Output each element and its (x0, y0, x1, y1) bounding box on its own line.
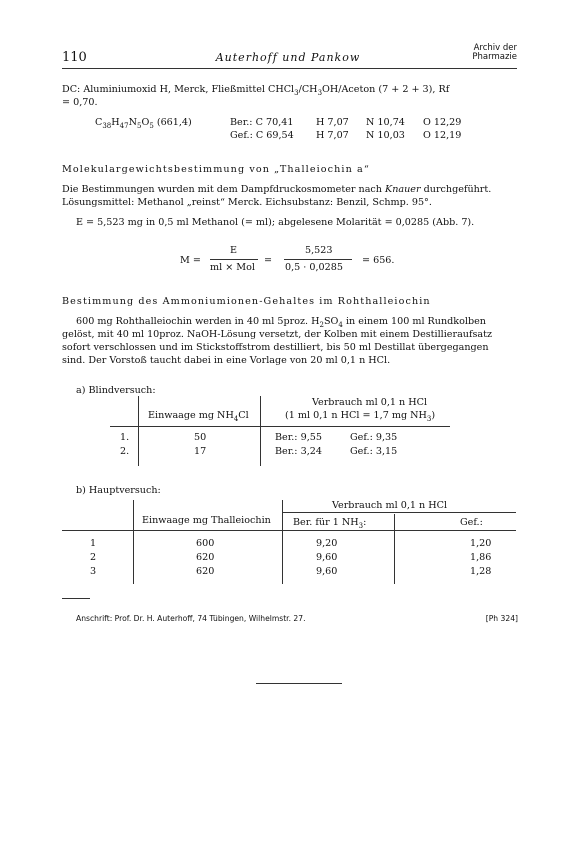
table-b-vline-3 (394, 514, 395, 584)
table-b-row3-einwaage: 620 (196, 566, 215, 577)
journal-name-line1: Archiv der (473, 43, 517, 53)
eq-fraction-bar-2 (284, 259, 352, 260)
journal-name-line2: Pharmazie (472, 52, 517, 62)
table-b-col2a-header: Ber. für 1 $NH_3$: (293, 517, 367, 530)
ber-c: Ber.: C 70,41 (230, 117, 294, 128)
table-a-col2-header-l2: (1 ml 0,1 n HCl = 1,7 mg $NH_3$) (285, 410, 436, 423)
section1-para1-line2: Lösungsmittel: Methanol „reinst“ Merck. Eichsubstanz: Benzil, Schmp. 95°. (62, 197, 432, 208)
eq-M: M = (180, 255, 201, 266)
running-title: Auterhoff und Pankow (215, 51, 361, 64)
table-b-col1-header: Einwaage mg Thalleiochin (142, 515, 271, 526)
section2-line1: 600 mg Rohthalleiochin werden in 40 ml 5proz. $H_2SO_4$ in einem 100 ml Rundkolben (76, 316, 486, 329)
molecular-formula: $C_{38}H_{47}N_5O_5$ (661,4) (95, 117, 192, 130)
table-a-row2-n: 2. (120, 446, 130, 457)
s1-text-a: Die Bestimmungen wurden mit dem Dampfdruckosmometer nach (62, 184, 382, 195)
table-a-vline-2 (260, 396, 261, 466)
table-b-row1-n: 1 (90, 538, 97, 549)
table-b-row3-ber: 9,60 (316, 566, 338, 577)
table-b-row3-n: 3 (90, 566, 97, 577)
table-a-row1-einwaage: 50 (194, 432, 207, 443)
eq-den1: ml × Mol (210, 262, 255, 273)
table-b-row3-gef: 1,28 (470, 566, 492, 577)
eq-den2: 0,5 · 0,0285 (285, 262, 343, 273)
table-b-caption: b) Hauptversuch: (76, 485, 161, 496)
section-heading-molweight: Molekulargewichtsbestimmung von „Thalleiochin a“ (62, 164, 370, 175)
ber-h: H 7,07 (316, 117, 349, 128)
dc-line-2: = 0,70. (62, 97, 98, 108)
table-b-row1-einwaage: 600 (196, 538, 215, 549)
gef-n: N 10,03 (366, 130, 405, 141)
table-a-col1-header: Einwaage mg $NH_4Cl$ (148, 410, 249, 423)
dc-text-b: /CH (298, 84, 318, 95)
table-b-row1-ber: 9,20 (316, 538, 338, 549)
table-a-header-rule (110, 426, 450, 427)
table-a-row2-gef: Gef.: 3,15 (350, 446, 398, 457)
table-b-vline-1 (133, 500, 134, 584)
section2-line3: sofort verschlossen und im Stickstoffstrom destilliert, bis 50 ml Destillat übergegangen (62, 342, 489, 353)
table-b-header-rule (62, 530, 516, 531)
footnote-rule (62, 598, 90, 599)
ber-n: N 10,74 (366, 117, 405, 128)
table-a-vline-1 (138, 396, 139, 466)
reference-code: [Ph 324] (485, 614, 518, 623)
table-b-row2-gef: 1,86 (470, 552, 492, 563)
eq-fraction-bar-1 (210, 259, 258, 260)
s1-text-b: durchgeführt. (423, 184, 492, 195)
table-b-row2-ber: 9,60 (316, 552, 338, 563)
dc-text-a: DC: Aluminiumoxid H, Merck, Fließmittel CHCl (62, 84, 295, 95)
table-a-row2-ber: Ber.: 3,24 (275, 446, 322, 457)
eq-num2: 5,523 (305, 245, 333, 256)
table-b-col2b-header: Gef.: (460, 517, 483, 528)
section2-line2: gelöst, mit 40 ml 10proz. NaOH-Lösung versetzt, der Kolben mit einem Destillieraufsatz (62, 329, 493, 340)
table-b-subheader-rule (282, 512, 516, 513)
eq-num1: E (230, 245, 238, 256)
s1-author: Knauer (385, 184, 421, 195)
table-a-row1-gef: Gef.: 9,35 (350, 432, 398, 443)
table-b-col2-header-top: Verbrauch ml 0,1 n HCl (332, 500, 448, 511)
table-a-caption: a) Blindversuch: (76, 385, 156, 396)
eq-result: = 656. (362, 255, 395, 266)
dc-line-1: DC: Aluminiumoxid H, Merck, Fließmittel $CHCl_3/CH_3OH$/Aceton (7 + 2 + 3), Rf (62, 84, 450, 97)
gef-c: Gef.: C 69,54 (230, 130, 294, 141)
table-a-row2-einwaage: 17 (194, 446, 207, 457)
table-a-row1-n: 1. (120, 432, 130, 443)
end-rule (256, 683, 342, 684)
section2-line4: sind. Der Vorstoß taucht dabei in eine Vorlage von 20 ml 0,1 n HCl. (62, 355, 391, 366)
section-heading-ammonium: Bestimmung des Ammoniumionen-Gehaltes im Rohthalleiochin (62, 296, 431, 307)
header-rule (62, 68, 517, 69)
table-a-row1-ber: Ber.: 9,55 (275, 432, 322, 443)
section1-para2: E = 5,523 mg in 0,5 ml Methanol (= ml); abgelesene Molarität = 0,0285 (Abb. 7). (76, 217, 475, 228)
table-b-row2-n: 2 (90, 552, 97, 563)
journal-name (472, 44, 517, 62)
eq-equals: = (264, 255, 273, 266)
gef-h: H 7,07 (316, 130, 349, 141)
table-b-row1-gef: 1,20 (470, 538, 492, 549)
section1-para1-line1 (62, 184, 517, 197)
ber-o: O 12,29 (423, 117, 462, 128)
dc-text-c: OH/Aceton (7 + 2 + 3), Rf (322, 84, 450, 95)
page-number: 110 (62, 50, 87, 65)
author-address: Anschrift: Prof. Dr. H. Auterhoff, 74 Tübingen, Wilhelmstr. 27. (76, 614, 306, 623)
table-b-row2-einwaage: 620 (196, 552, 215, 563)
gef-o: O 12,19 (423, 130, 462, 141)
table-a-col2-header-l1: Verbrauch ml 0,1 n HCl (312, 397, 428, 408)
